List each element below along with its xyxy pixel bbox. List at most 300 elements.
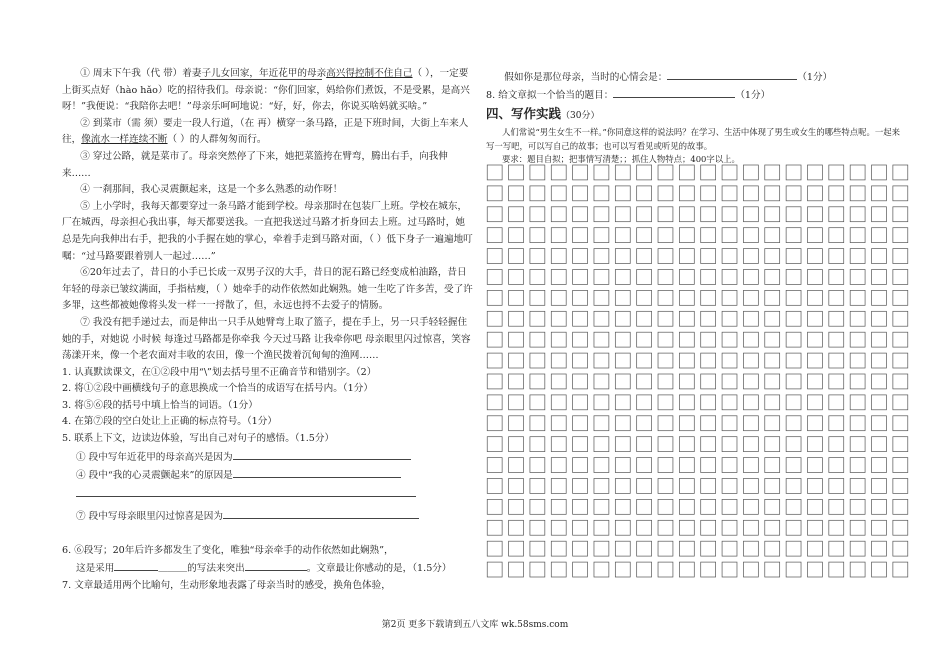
grid-cell[interactable] xyxy=(850,249,865,264)
grid-cell[interactable] xyxy=(722,290,737,305)
grid-cell[interactable] xyxy=(658,520,673,535)
grid-cell[interactable] xyxy=(872,395,887,410)
grid-cell[interactable] xyxy=(594,479,609,494)
grid-cell[interactable] xyxy=(807,186,822,201)
grid-cell[interactable] xyxy=(701,311,716,326)
grid-cell[interactable] xyxy=(850,499,865,514)
grid-cell[interactable] xyxy=(850,228,865,243)
grid-cell[interactable] xyxy=(722,395,737,410)
grid-cell[interactable] xyxy=(765,416,780,431)
grid-cell[interactable] xyxy=(530,562,545,577)
grid-cell[interactable] xyxy=(743,541,758,556)
answer-blank-5c[interactable] xyxy=(223,507,419,519)
grid-cell[interactable] xyxy=(509,270,524,285)
grid-cell[interactable] xyxy=(487,437,502,452)
grid-cell[interactable] xyxy=(637,207,652,222)
grid-cell[interactable] xyxy=(573,416,588,431)
grid-cell[interactable] xyxy=(509,290,524,305)
grid-cell[interactable] xyxy=(594,311,609,326)
grid-cell[interactable] xyxy=(743,353,758,368)
grid-cell[interactable] xyxy=(573,374,588,389)
grid-cell[interactable] xyxy=(487,374,502,389)
grid-cell[interactable] xyxy=(679,541,694,556)
grid-cell[interactable] xyxy=(573,332,588,347)
grid-cell[interactable] xyxy=(807,270,822,285)
grid-cell[interactable] xyxy=(722,541,737,556)
grid-cell[interactable] xyxy=(573,165,588,180)
grid-cell[interactable] xyxy=(722,332,737,347)
grid-cell[interactable] xyxy=(615,207,630,222)
grid-cell[interactable] xyxy=(829,541,844,556)
grid-cell[interactable] xyxy=(530,186,545,201)
grid-cell[interactable] xyxy=(509,437,524,452)
grid-cell[interactable] xyxy=(743,249,758,264)
grid-cell[interactable] xyxy=(679,186,694,201)
grid-cell[interactable] xyxy=(530,520,545,535)
grid-cell[interactable] xyxy=(893,186,908,201)
grid-cell[interactable] xyxy=(637,353,652,368)
grid-cell[interactable] xyxy=(594,499,609,514)
grid-cell[interactable] xyxy=(637,520,652,535)
grid-cell[interactable] xyxy=(893,437,908,452)
grid-cell[interactable] xyxy=(551,207,566,222)
grid-cell[interactable] xyxy=(829,437,844,452)
grid-cell[interactable] xyxy=(829,353,844,368)
grid-cell[interactable] xyxy=(807,416,822,431)
answer-blank-5a[interactable] xyxy=(233,448,411,460)
grid-cell[interactable] xyxy=(722,499,737,514)
grid-cell[interactable] xyxy=(722,186,737,201)
grid-cell[interactable] xyxy=(786,311,801,326)
grid-cell[interactable] xyxy=(850,207,865,222)
grid-cell[interactable] xyxy=(850,437,865,452)
grid-cell[interactable] xyxy=(615,520,630,535)
grid-cell[interactable] xyxy=(765,499,780,514)
grid-cell[interactable] xyxy=(786,249,801,264)
grid-cell[interactable] xyxy=(786,374,801,389)
grid-cell[interactable] xyxy=(658,458,673,473)
grid-cell[interactable] xyxy=(594,520,609,535)
grid-cell[interactable] xyxy=(551,165,566,180)
grid-cell[interactable] xyxy=(701,437,716,452)
grid-cell[interactable] xyxy=(701,186,716,201)
grid-cell[interactable] xyxy=(530,374,545,389)
grid-cell[interactable] xyxy=(765,228,780,243)
grid-cell[interactable] xyxy=(573,562,588,577)
grid-cell[interactable] xyxy=(722,249,737,264)
grid-cell[interactable] xyxy=(530,541,545,556)
grid-cell[interactable] xyxy=(872,353,887,368)
grid-cell[interactable] xyxy=(594,228,609,243)
grid-cell[interactable] xyxy=(786,186,801,201)
grid-cell[interactable] xyxy=(658,332,673,347)
grid-cell[interactable] xyxy=(786,520,801,535)
grid-cell[interactable] xyxy=(872,520,887,535)
grid-cell[interactable] xyxy=(893,458,908,473)
grid-cell[interactable] xyxy=(573,395,588,410)
grid-cell[interactable] xyxy=(509,374,524,389)
grid-cell[interactable] xyxy=(872,290,887,305)
grid-cell[interactable] xyxy=(893,416,908,431)
grid-cell[interactable] xyxy=(551,228,566,243)
grid-cell[interactable] xyxy=(487,270,502,285)
grid-cell[interactable] xyxy=(807,228,822,243)
grid-cell[interactable] xyxy=(743,395,758,410)
grid-cell[interactable] xyxy=(765,437,780,452)
grid-cell[interactable] xyxy=(893,479,908,494)
grid-cell[interactable] xyxy=(679,416,694,431)
grid-cell[interactable] xyxy=(807,165,822,180)
grid-cell[interactable] xyxy=(872,416,887,431)
grid-cell[interactable] xyxy=(850,374,865,389)
grid-cell[interactable] xyxy=(658,311,673,326)
grid-cell[interactable] xyxy=(573,479,588,494)
grid-cell[interactable] xyxy=(487,479,502,494)
grid-cell[interactable] xyxy=(765,332,780,347)
grid-cell[interactable] xyxy=(807,437,822,452)
grid-cell[interactable] xyxy=(807,395,822,410)
answer-blank-6a[interactable] xyxy=(114,559,158,571)
grid-cell[interactable] xyxy=(658,207,673,222)
grid-cell[interactable] xyxy=(509,479,524,494)
grid-cell[interactable] xyxy=(509,228,524,243)
grid-cell[interactable] xyxy=(829,270,844,285)
grid-cell[interactable] xyxy=(487,228,502,243)
grid-cell[interactable] xyxy=(872,207,887,222)
grid-cell[interactable] xyxy=(573,353,588,368)
grid-cell[interactable] xyxy=(551,562,566,577)
grid-cell[interactable] xyxy=(679,311,694,326)
grid-cell[interactable] xyxy=(807,311,822,326)
grid-cell[interactable] xyxy=(658,499,673,514)
grid-cell[interactable] xyxy=(893,499,908,514)
grid-cell[interactable] xyxy=(765,290,780,305)
grid-cell[interactable] xyxy=(829,311,844,326)
grid-cell[interactable] xyxy=(530,249,545,264)
grid-cell[interactable] xyxy=(701,479,716,494)
grid-cell[interactable] xyxy=(701,458,716,473)
grid-cell[interactable] xyxy=(487,165,502,180)
grid-cell[interactable] xyxy=(722,562,737,577)
grid-cell[interactable] xyxy=(807,499,822,514)
grid-cell[interactable] xyxy=(594,374,609,389)
grid-cell[interactable] xyxy=(765,270,780,285)
grid-cell[interactable] xyxy=(743,332,758,347)
grid-cell[interactable] xyxy=(743,165,758,180)
grid-cell[interactable] xyxy=(509,186,524,201)
grid-cell[interactable] xyxy=(487,353,502,368)
grid-cell[interactable] xyxy=(615,395,630,410)
grid-cell[interactable] xyxy=(658,353,673,368)
grid-cell[interactable] xyxy=(615,332,630,347)
grid-cell[interactable] xyxy=(679,249,694,264)
grid-cell[interactable] xyxy=(743,479,758,494)
grid-cell[interactable] xyxy=(893,270,908,285)
grid-cell[interactable] xyxy=(893,353,908,368)
composition-grid[interactable] xyxy=(484,162,911,580)
grid-cell[interactable] xyxy=(701,290,716,305)
grid-cell[interactable] xyxy=(530,479,545,494)
grid-cell[interactable] xyxy=(722,416,737,431)
grid-cell[interactable] xyxy=(658,437,673,452)
grid-cell[interactable] xyxy=(701,416,716,431)
grid-cell[interactable] xyxy=(872,332,887,347)
grid-cell[interactable] xyxy=(679,374,694,389)
grid-cell[interactable] xyxy=(615,228,630,243)
grid-cell[interactable] xyxy=(786,270,801,285)
grid-cell[interactable] xyxy=(679,228,694,243)
grid-cell[interactable] xyxy=(850,332,865,347)
grid-cell[interactable] xyxy=(807,207,822,222)
grid-cell[interactable] xyxy=(893,207,908,222)
grid-cell[interactable] xyxy=(573,541,588,556)
grid-cell[interactable] xyxy=(786,228,801,243)
grid-cell[interactable] xyxy=(487,416,502,431)
grid-cell[interactable] xyxy=(807,562,822,577)
grid-cell[interactable] xyxy=(509,165,524,180)
grid-cell[interactable] xyxy=(786,479,801,494)
grid-cell[interactable] xyxy=(637,437,652,452)
grid-cell[interactable] xyxy=(701,332,716,347)
grid-cell[interactable] xyxy=(594,165,609,180)
grid-cell[interactable] xyxy=(893,562,908,577)
grid-cell[interactable] xyxy=(722,374,737,389)
grid-cell[interactable] xyxy=(487,562,502,577)
grid-cell[interactable] xyxy=(615,499,630,514)
grid-cell[interactable] xyxy=(594,353,609,368)
grid-cell[interactable] xyxy=(679,353,694,368)
grid-cell[interactable] xyxy=(551,311,566,326)
grid-cell[interactable] xyxy=(615,186,630,201)
grid-cell[interactable] xyxy=(658,395,673,410)
grid-cell[interactable] xyxy=(637,562,652,577)
grid-cell[interactable] xyxy=(658,374,673,389)
grid-cell[interactable] xyxy=(551,249,566,264)
grid-cell[interactable] xyxy=(615,290,630,305)
grid-cell[interactable] xyxy=(594,416,609,431)
grid-cell[interactable] xyxy=(743,207,758,222)
grid-cell[interactable] xyxy=(509,562,524,577)
grid-cell[interactable] xyxy=(658,249,673,264)
grid-cell[interactable] xyxy=(701,249,716,264)
grid-cell[interactable] xyxy=(551,541,566,556)
grid-cell[interactable] xyxy=(679,332,694,347)
grid-cell[interactable] xyxy=(637,541,652,556)
grid-cell[interactable] xyxy=(615,270,630,285)
grid-cell[interactable] xyxy=(743,228,758,243)
grid-cell[interactable] xyxy=(701,562,716,577)
grid-cell[interactable] xyxy=(893,165,908,180)
grid-cell[interactable] xyxy=(872,270,887,285)
grid-cell[interactable] xyxy=(615,353,630,368)
grid-cell[interactable] xyxy=(829,458,844,473)
grid-cell[interactable] xyxy=(551,437,566,452)
grid-cell[interactable] xyxy=(530,353,545,368)
grid-cell[interactable] xyxy=(850,520,865,535)
grid-cell[interactable] xyxy=(594,290,609,305)
grid-cell[interactable] xyxy=(722,458,737,473)
grid-cell[interactable] xyxy=(786,165,801,180)
grid-cell[interactable] xyxy=(765,311,780,326)
grid-cell[interactable] xyxy=(594,207,609,222)
grid-cell[interactable] xyxy=(615,458,630,473)
grid-cell[interactable] xyxy=(722,311,737,326)
grid-cell[interactable] xyxy=(487,207,502,222)
grid-cell[interactable] xyxy=(487,249,502,264)
grid-cell[interactable] xyxy=(872,562,887,577)
grid-cell[interactable] xyxy=(573,437,588,452)
grid-cell[interactable] xyxy=(872,228,887,243)
grid-cell[interactable] xyxy=(807,479,822,494)
grid-cell[interactable] xyxy=(807,290,822,305)
grid-cell[interactable] xyxy=(509,249,524,264)
grid-cell[interactable] xyxy=(872,437,887,452)
grid-cell[interactable] xyxy=(594,249,609,264)
grid-cell[interactable] xyxy=(530,332,545,347)
grid-cell[interactable] xyxy=(765,165,780,180)
grid-cell[interactable] xyxy=(829,395,844,410)
grid-cell[interactable] xyxy=(594,562,609,577)
grid-cell[interactable] xyxy=(679,207,694,222)
grid-cell[interactable] xyxy=(573,249,588,264)
grid-cell[interactable] xyxy=(701,207,716,222)
grid-cell[interactable] xyxy=(530,207,545,222)
grid-cell[interactable] xyxy=(829,520,844,535)
grid-cell[interactable] xyxy=(893,249,908,264)
grid-cell[interactable] xyxy=(701,353,716,368)
grid-cell[interactable] xyxy=(765,374,780,389)
grid-cell[interactable] xyxy=(551,458,566,473)
grid-cell[interactable] xyxy=(807,249,822,264)
grid-cell[interactable] xyxy=(679,437,694,452)
answer-blank-6b[interactable] xyxy=(245,559,307,571)
grid-cell[interactable] xyxy=(637,165,652,180)
grid-cell[interactable] xyxy=(551,332,566,347)
grid-cell[interactable] xyxy=(829,479,844,494)
grid-cell[interactable] xyxy=(551,479,566,494)
grid-cell[interactable] xyxy=(658,228,673,243)
grid-cell[interactable] xyxy=(637,395,652,410)
grid-cell[interactable] xyxy=(487,458,502,473)
grid-cell[interactable] xyxy=(594,437,609,452)
grid-cell[interactable] xyxy=(765,541,780,556)
grid-cell[interactable] xyxy=(807,332,822,347)
grid-cell[interactable] xyxy=(743,270,758,285)
grid-cell[interactable] xyxy=(637,499,652,514)
grid-cell[interactable] xyxy=(509,416,524,431)
grid-cell[interactable] xyxy=(701,499,716,514)
grid-cell[interactable] xyxy=(637,416,652,431)
grid-cell[interactable] xyxy=(829,290,844,305)
grid-cell[interactable] xyxy=(850,458,865,473)
grid-cell[interactable] xyxy=(765,249,780,264)
grid-cell[interactable] xyxy=(722,207,737,222)
grid-cell[interactable] xyxy=(551,270,566,285)
grid-cell[interactable] xyxy=(786,290,801,305)
grid-cell[interactable] xyxy=(509,520,524,535)
grid-cell[interactable] xyxy=(786,562,801,577)
grid-cell[interactable] xyxy=(893,228,908,243)
grid-cell[interactable] xyxy=(658,562,673,577)
grid-cell[interactable] xyxy=(893,374,908,389)
grid-cell[interactable] xyxy=(530,499,545,514)
grid-cell[interactable] xyxy=(530,437,545,452)
grid-cell[interactable] xyxy=(807,458,822,473)
grid-cell[interactable] xyxy=(850,541,865,556)
grid-cell[interactable] xyxy=(743,374,758,389)
grid-cell[interactable] xyxy=(872,249,887,264)
grid-cell[interactable] xyxy=(743,290,758,305)
grid-cell[interactable] xyxy=(829,165,844,180)
grid-cell[interactable] xyxy=(509,311,524,326)
grid-cell[interactable] xyxy=(594,270,609,285)
grid-cell[interactable] xyxy=(850,353,865,368)
grid-cell[interactable] xyxy=(679,499,694,514)
grid-cell[interactable] xyxy=(743,186,758,201)
grid-cell[interactable] xyxy=(679,290,694,305)
grid-cell[interactable] xyxy=(679,458,694,473)
grid-cell[interactable] xyxy=(786,207,801,222)
grid-cell[interactable] xyxy=(765,395,780,410)
grid-cell[interactable] xyxy=(530,290,545,305)
grid-cell[interactable] xyxy=(786,353,801,368)
grid-cell[interactable] xyxy=(829,186,844,201)
grid-cell[interactable] xyxy=(615,374,630,389)
answer-blank-5b[interactable] xyxy=(233,466,401,478)
grid-cell[interactable] xyxy=(872,374,887,389)
grid-cell[interactable] xyxy=(765,458,780,473)
grid-cell[interactable] xyxy=(872,165,887,180)
grid-cell[interactable] xyxy=(573,207,588,222)
grid-cell[interactable] xyxy=(509,353,524,368)
grid-cell[interactable] xyxy=(743,520,758,535)
grid-cell[interactable] xyxy=(829,499,844,514)
grid-cell[interactable] xyxy=(658,541,673,556)
grid-cell[interactable] xyxy=(765,207,780,222)
grid-cell[interactable] xyxy=(850,395,865,410)
grid-cell[interactable] xyxy=(615,437,630,452)
grid-cell[interactable] xyxy=(573,228,588,243)
grid-cell[interactable] xyxy=(701,374,716,389)
grid-cell[interactable] xyxy=(573,458,588,473)
grid-cell[interactable] xyxy=(615,479,630,494)
grid-cell[interactable] xyxy=(743,437,758,452)
grid-cell[interactable] xyxy=(615,562,630,577)
grid-cell[interactable] xyxy=(701,541,716,556)
grid-cell[interactable] xyxy=(637,186,652,201)
grid-cell[interactable] xyxy=(615,541,630,556)
grid-cell[interactable] xyxy=(893,520,908,535)
grid-cell[interactable] xyxy=(722,228,737,243)
grid-cell[interactable] xyxy=(807,353,822,368)
grid-cell[interactable] xyxy=(573,520,588,535)
grid-cell[interactable] xyxy=(872,499,887,514)
grid-cell[interactable] xyxy=(807,374,822,389)
grid-cell[interactable] xyxy=(829,228,844,243)
grid-cell[interactable] xyxy=(679,479,694,494)
grid-cell[interactable] xyxy=(765,520,780,535)
grid-cell[interactable] xyxy=(637,374,652,389)
grid-cell[interactable] xyxy=(743,311,758,326)
grid-cell[interactable] xyxy=(615,311,630,326)
grid-cell[interactable] xyxy=(615,416,630,431)
grid-cell[interactable] xyxy=(637,332,652,347)
grid-cell[interactable] xyxy=(573,290,588,305)
grid-cell[interactable] xyxy=(679,520,694,535)
grid-cell[interactable] xyxy=(765,479,780,494)
grid-cell[interactable] xyxy=(679,165,694,180)
grid-cell[interactable] xyxy=(701,270,716,285)
